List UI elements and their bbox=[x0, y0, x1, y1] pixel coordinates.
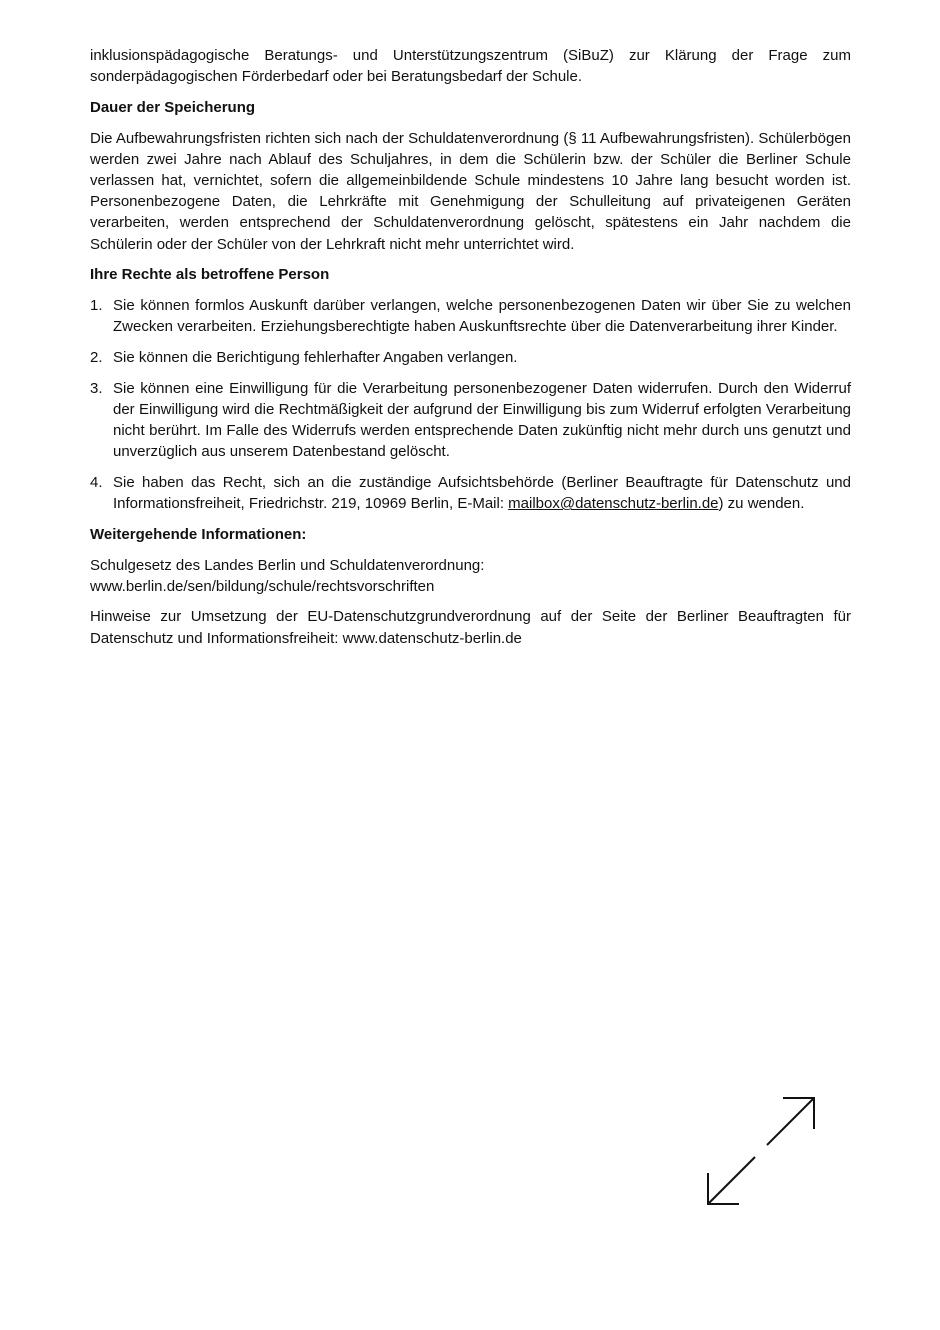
law-label: Schulgesetz des Landes Berlin und Schuldatenverordnung: bbox=[90, 556, 485, 574]
email-link[interactable]: mailbox@datenschutz-berlin.de bbox=[508, 495, 719, 513]
rights-item-3 bbox=[90, 378, 851, 463]
rights-item-number: 3. bbox=[90, 379, 103, 397]
intro-paragraph: inklusionspädagogische Beratungs- und Unterstützungszentrum (SiBuZ) zur Klärung der Frage zum sonderpädagogischen Förderbedarf oder bei Beratungsbedarf der Schule. bbox=[90, 47, 851, 86]
rights-item-2 bbox=[90, 347, 851, 368]
rights-item-1 bbox=[90, 295, 851, 337]
rights-item-number: 4. bbox=[90, 473, 103, 491]
document-page bbox=[90, 45, 851, 658]
rights-item-text: Sie können die Berichtigung fehlerhafter Angaben verlangen. bbox=[113, 348, 518, 366]
rights-item-4 bbox=[90, 472, 851, 514]
rights-item-text: Sie können formlos Auskunft darüber verlangen, welche personenbezogenen Daten wir über Sie zu welchen Zwecken verarbeiten. Erziehungsberechtigte haben Auskunftsrechte über die Datenverarbeitung ihrer Kinder. bbox=[113, 297, 851, 336]
expand-arrows-icon[interactable] bbox=[705, 1095, 817, 1207]
rights-list bbox=[90, 295, 851, 514]
further-info-heading: Weitergehende Informationen: bbox=[90, 525, 307, 543]
storage-heading: Dauer der Speicherung bbox=[90, 98, 256, 116]
rights-item-number: 1. bbox=[90, 297, 103, 315]
storage-paragraph: Die Aufbewahrungsfristen richten sich nach der Schuldatenverordnung (§ 11 Aufbewahrungsfristen). Schülerbögen werden zwei Jahre nach Ablauf des Schuljahres, in dem die Schülerin bzw. der Schüler die Berliner Schule verlassen hat, vernichtet, sofern die allgemeinbildende Schule mindestens 10 Jahre lang besucht worden ist. Personenbezogene Daten, die Lehrkräfte mit Genehmigung der Schulleitung auf privateigenen Geräten verarbeiten, werden entsprechend der Schuldatenverordnung gelöscht, spätestens ein Jahr nachdem die Schülerin oder der Schüler von der Lehrkraft nicht mehr unterrichtet wird. bbox=[90, 129, 851, 253]
rights-item-number: 2. bbox=[90, 348, 103, 366]
law-paragraph bbox=[90, 555, 851, 597]
rights-item-text: Sie können eine Einwilligung für die Verarbeitung personenbezogener Daten widerrufen. Durch den Widerruf der Einwilligung wird die Rechtmäßigkeit der aufgrund der Einwilligung bis zum Widerruf erfolgten Verarbeitung nicht berührt. Im Falle des Widerrufs werden entsprechende Daten zukünftig nicht mehr durch uns genutzt und unverzüglich aus unserem Datenbestand gelöscht. bbox=[113, 379, 851, 461]
gdpr-paragraph: Hinweise zur Umsetzung der EU-Datenschutzgrundverordnung auf der Seite der Berliner Beauftragten für Datenschutz und Informationsfreiheit: www.datenschutz-berlin.de bbox=[90, 608, 851, 647]
rights-heading: Ihre Rechte als betroffene Person bbox=[90, 266, 330, 284]
law-url: www.berlin.de/sen/bildung/schule/rechtsvorschriften bbox=[90, 577, 435, 595]
rights-item-text-after: ) zu wenden. bbox=[718, 495, 805, 513]
rights-item-text-before: Sie haben das Recht, sich an die zuständige Aufsichtsbehörde (Berliner Beauftragte für Datenschutz und Informationsfreiheit, Friedrichstr. 219, 10969 Berlin, E-Mail: bbox=[113, 473, 851, 513]
